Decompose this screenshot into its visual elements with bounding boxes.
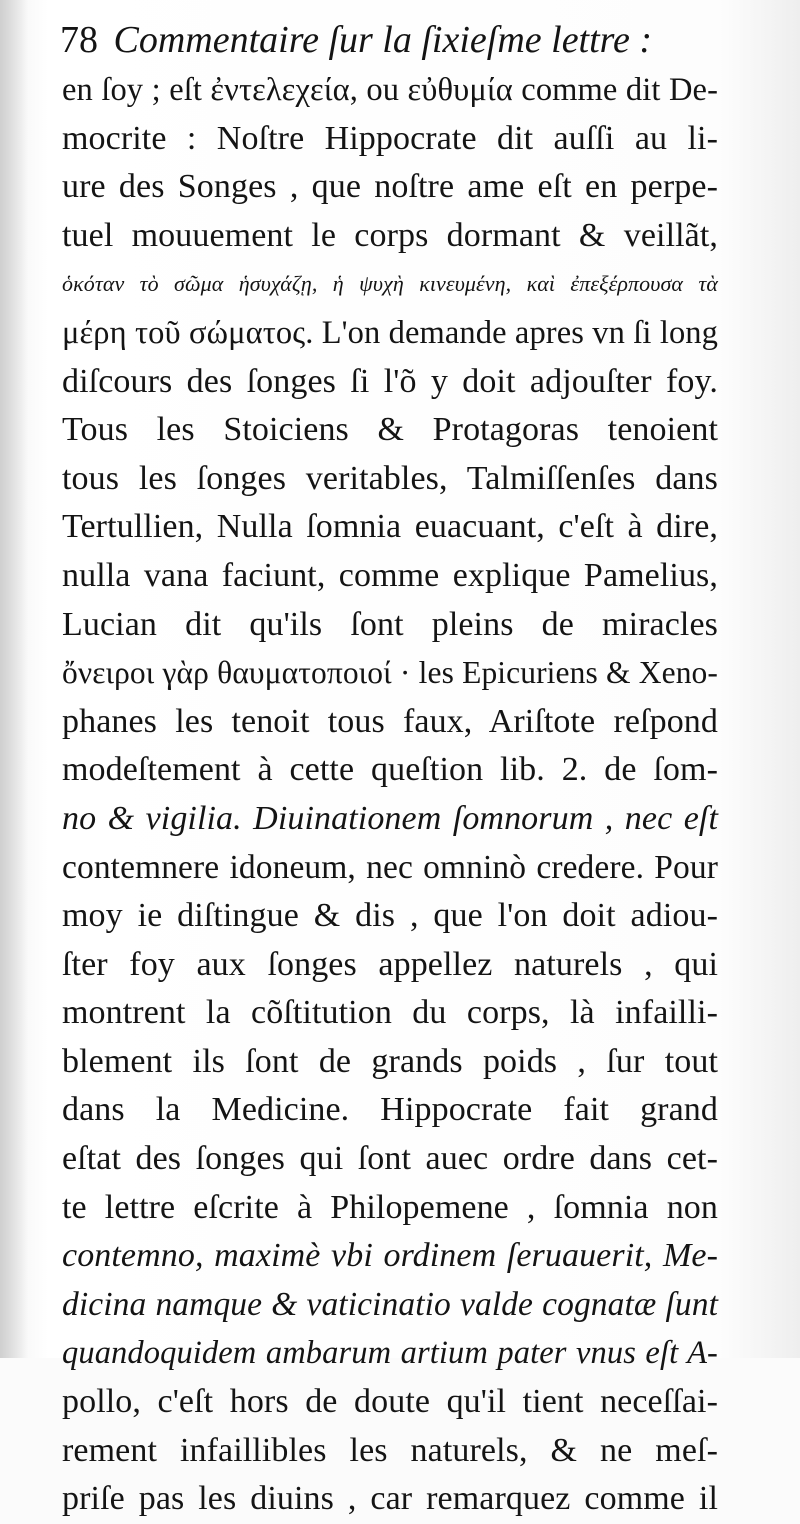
text-line: te lettre eſcrite à Philopemene , ſomnia non <box>62 1188 718 1226</box>
text-line: contemnere idoneum, nec omninò credere. Pour <box>62 848 718 886</box>
text-line: eſtat des ſonges qui ſont auec ordre dans cet- <box>62 1140 718 1178</box>
page-number: 78 <box>60 19 98 61</box>
text-line: dans la Medicine. Hippocrate fait grand <box>62 1091 718 1129</box>
text-line: quandoquidem ambarum artium pater vnus eſt A- <box>62 1335 718 1372</box>
text-line: rement infaillibles les naturels, & ne meſ- <box>62 1431 718 1469</box>
text-line: modeſtement à cette queſtion lib. 2. de ſom- <box>62 751 718 789</box>
running-header <box>60 14 720 66</box>
text-line: dicina namque & vaticinatio valde cognatæ ſunt <box>62 1285 718 1323</box>
text-line: priſe pas les diuins , car remarquez comme il <box>62 1480 718 1518</box>
running-title: Commentaire ſur la ſixieſme lettre : <box>113 19 653 61</box>
text-line: contemno, maximè vbi ordinem ſeruauerit, Me- <box>62 1237 718 1275</box>
text-line: en ſoy ; eſt ἐντελεχεία, ou εὐθυμία comme dit De- <box>62 72 718 108</box>
text-line: ure des Songes , que noſtre ame eſt en perpe- <box>62 168 718 206</box>
text-line: nulla vana faciunt, comme explique Pamelius, <box>62 556 718 594</box>
text-line: Tous les Stoiciens & Protagoras tenoient <box>62 411 718 449</box>
text-line: pollo, c'eſt hors de doute qu'il tient neceſſai- <box>62 1383 718 1421</box>
body-text <box>62 66 718 1524</box>
text-line: Tertullien, Nulla ſomnia euacuant, c'eſt à dire, <box>62 508 718 546</box>
greek-text-line: ὁκόταν τὸ σῶμα ἡσυχάζῃ, ἡ ψυχὴ κινευμένη, καὶ ἐπεξέρπουσα τὰ <box>62 271 718 297</box>
text-line: tous les ſonges veritables, Talmiſſenſes dans <box>62 459 718 497</box>
text-line: ſter foy aux ſonges appellez naturels , qui <box>62 945 718 983</box>
text-line: phanes les tenoit tous faux, Ariſtote reſpond <box>62 702 718 740</box>
text-line: Lucian dit qu'ils ſont pleins de miracles <box>62 605 718 643</box>
text-line: mocrite : Noſtre Hippocrate dit auſſi au li- <box>62 119 718 157</box>
text-line: μέρη τοῦ σώματος. L'on demande apres vn ſi long <box>62 314 718 351</box>
text-line: diſcours des ſonges ſi l'õ y doit adjouſter foy. <box>62 362 718 400</box>
text-line: no & vigilia. Diuinationem ſomnorum , nec eſt <box>62 799 718 837</box>
text-line: moy ie diſtingue & dis , que l'on doit adiou- <box>62 897 718 935</box>
text-line: tuel mouuement le corps dormant & veillãt, <box>62 216 718 254</box>
text-line: montrent la cõſtitution du corps, là infailli- <box>62 994 718 1032</box>
text-line: blement ils ſont de grands poids , ſur tout <box>62 1042 718 1080</box>
gutter-shadow <box>0 0 28 1358</box>
text-line: ὄνειροι γὰρ θαυματοποιοί · les Epicuriens & Xeno- <box>62 655 718 691</box>
